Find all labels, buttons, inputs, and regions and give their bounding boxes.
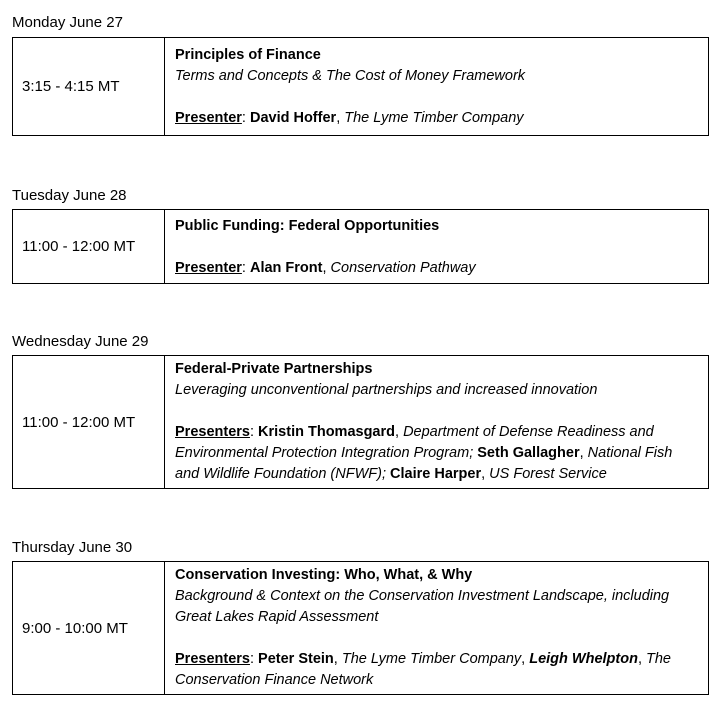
session-title: Principles of Finance bbox=[175, 46, 321, 63]
presenter-line: Presenter: David Hoffer, The Lyme Timber Company bbox=[175, 109, 524, 126]
presenter-name: Kristin Thomasgard bbox=[258, 424, 395, 440]
presenter-name: Peter Stein bbox=[258, 651, 334, 667]
session-details bbox=[165, 356, 709, 489]
session-time: 11:00 - 12:00 MT bbox=[13, 210, 165, 284]
session-time: 3:15 - 4:15 MT bbox=[13, 38, 165, 136]
presenter-label: Presenters bbox=[175, 424, 250, 440]
session-title: Conservation Investing: Who, What, & Why bbox=[175, 567, 473, 583]
presenter-org: The Lyme Timber Company bbox=[341, 651, 522, 667]
presenter-org: Department of Defense Readiness and Environmental Protection Integration Program bbox=[175, 424, 654, 461]
presenter-org: The Conservation Finance Network bbox=[175, 651, 672, 688]
presenter-label: Presenter bbox=[175, 109, 242, 126]
presenter-name: Seth Gallagher bbox=[477, 445, 580, 461]
session-details bbox=[165, 38, 709, 136]
session-time: 11:00 - 12:00 MT bbox=[13, 356, 165, 489]
session-title: Public Funding: Federal Opportunities bbox=[175, 217, 440, 234]
session-table-thursday bbox=[12, 561, 709, 695]
session-table-wednesday bbox=[12, 355, 709, 489]
day-heading-thursday: Thursday June 30 bbox=[12, 539, 133, 556]
presenter-label: Presenter bbox=[175, 259, 242, 276]
presenter-name: Leigh Whelpton bbox=[529, 651, 638, 667]
session-title: Federal-Private Partnerships bbox=[175, 361, 373, 377]
presenter-name: Alan Front bbox=[249, 259, 323, 276]
session-subtitle: Leveraging unconventional partnerships and increased innovation bbox=[175, 382, 598, 398]
presenter-line: Presenters: Kristin Thomasgard, Department of Defense Readiness and Environmental Protection Integration Program; Seth Gallagher, National Fish and Wildlife Foundation (NFWF); Claire Harper, US Forest Service bbox=[175, 424, 673, 482]
session-details bbox=[165, 210, 709, 284]
session-table-tuesday bbox=[12, 209, 709, 284]
day-heading-wednesday: Wednesday June 29 bbox=[12, 333, 149, 350]
presenter-name: Claire Harper bbox=[390, 466, 482, 482]
presenter-org: Conservation Pathway bbox=[330, 259, 476, 276]
presenter-label: Presenters bbox=[175, 651, 250, 667]
session-subtitle: Background & Context on the Conservation Investment Landscape, including Great Lakes Rapid Assessment bbox=[175, 588, 670, 625]
presenter-org: The Lyme Timber Company bbox=[344, 109, 524, 126]
day-heading-tuesday: Tuesday June 28 bbox=[12, 187, 127, 204]
session-subtitle: Terms and Concepts & The Cost of Money Framework bbox=[175, 67, 526, 84]
session-table-monday bbox=[12, 37, 709, 136]
presenter-org: US Forest Service bbox=[489, 466, 607, 482]
presenter-name: David Hoffer bbox=[249, 109, 337, 126]
session-details bbox=[165, 562, 709, 695]
session-time: 9:00 - 10:00 MT bbox=[13, 562, 165, 695]
presenter-line: Presenters: Peter Stein, The Lyme Timber Company, Leigh Whelpton, The Conservation Finance Network bbox=[175, 651, 672, 688]
day-heading-monday: Monday June 27 bbox=[12, 14, 123, 31]
presenter-line: Presenter: Alan Front, Conservation Pathway bbox=[175, 259, 476, 276]
presenter-org: National Fish and Wildlife Foundation (NFWF) bbox=[175, 445, 673, 482]
